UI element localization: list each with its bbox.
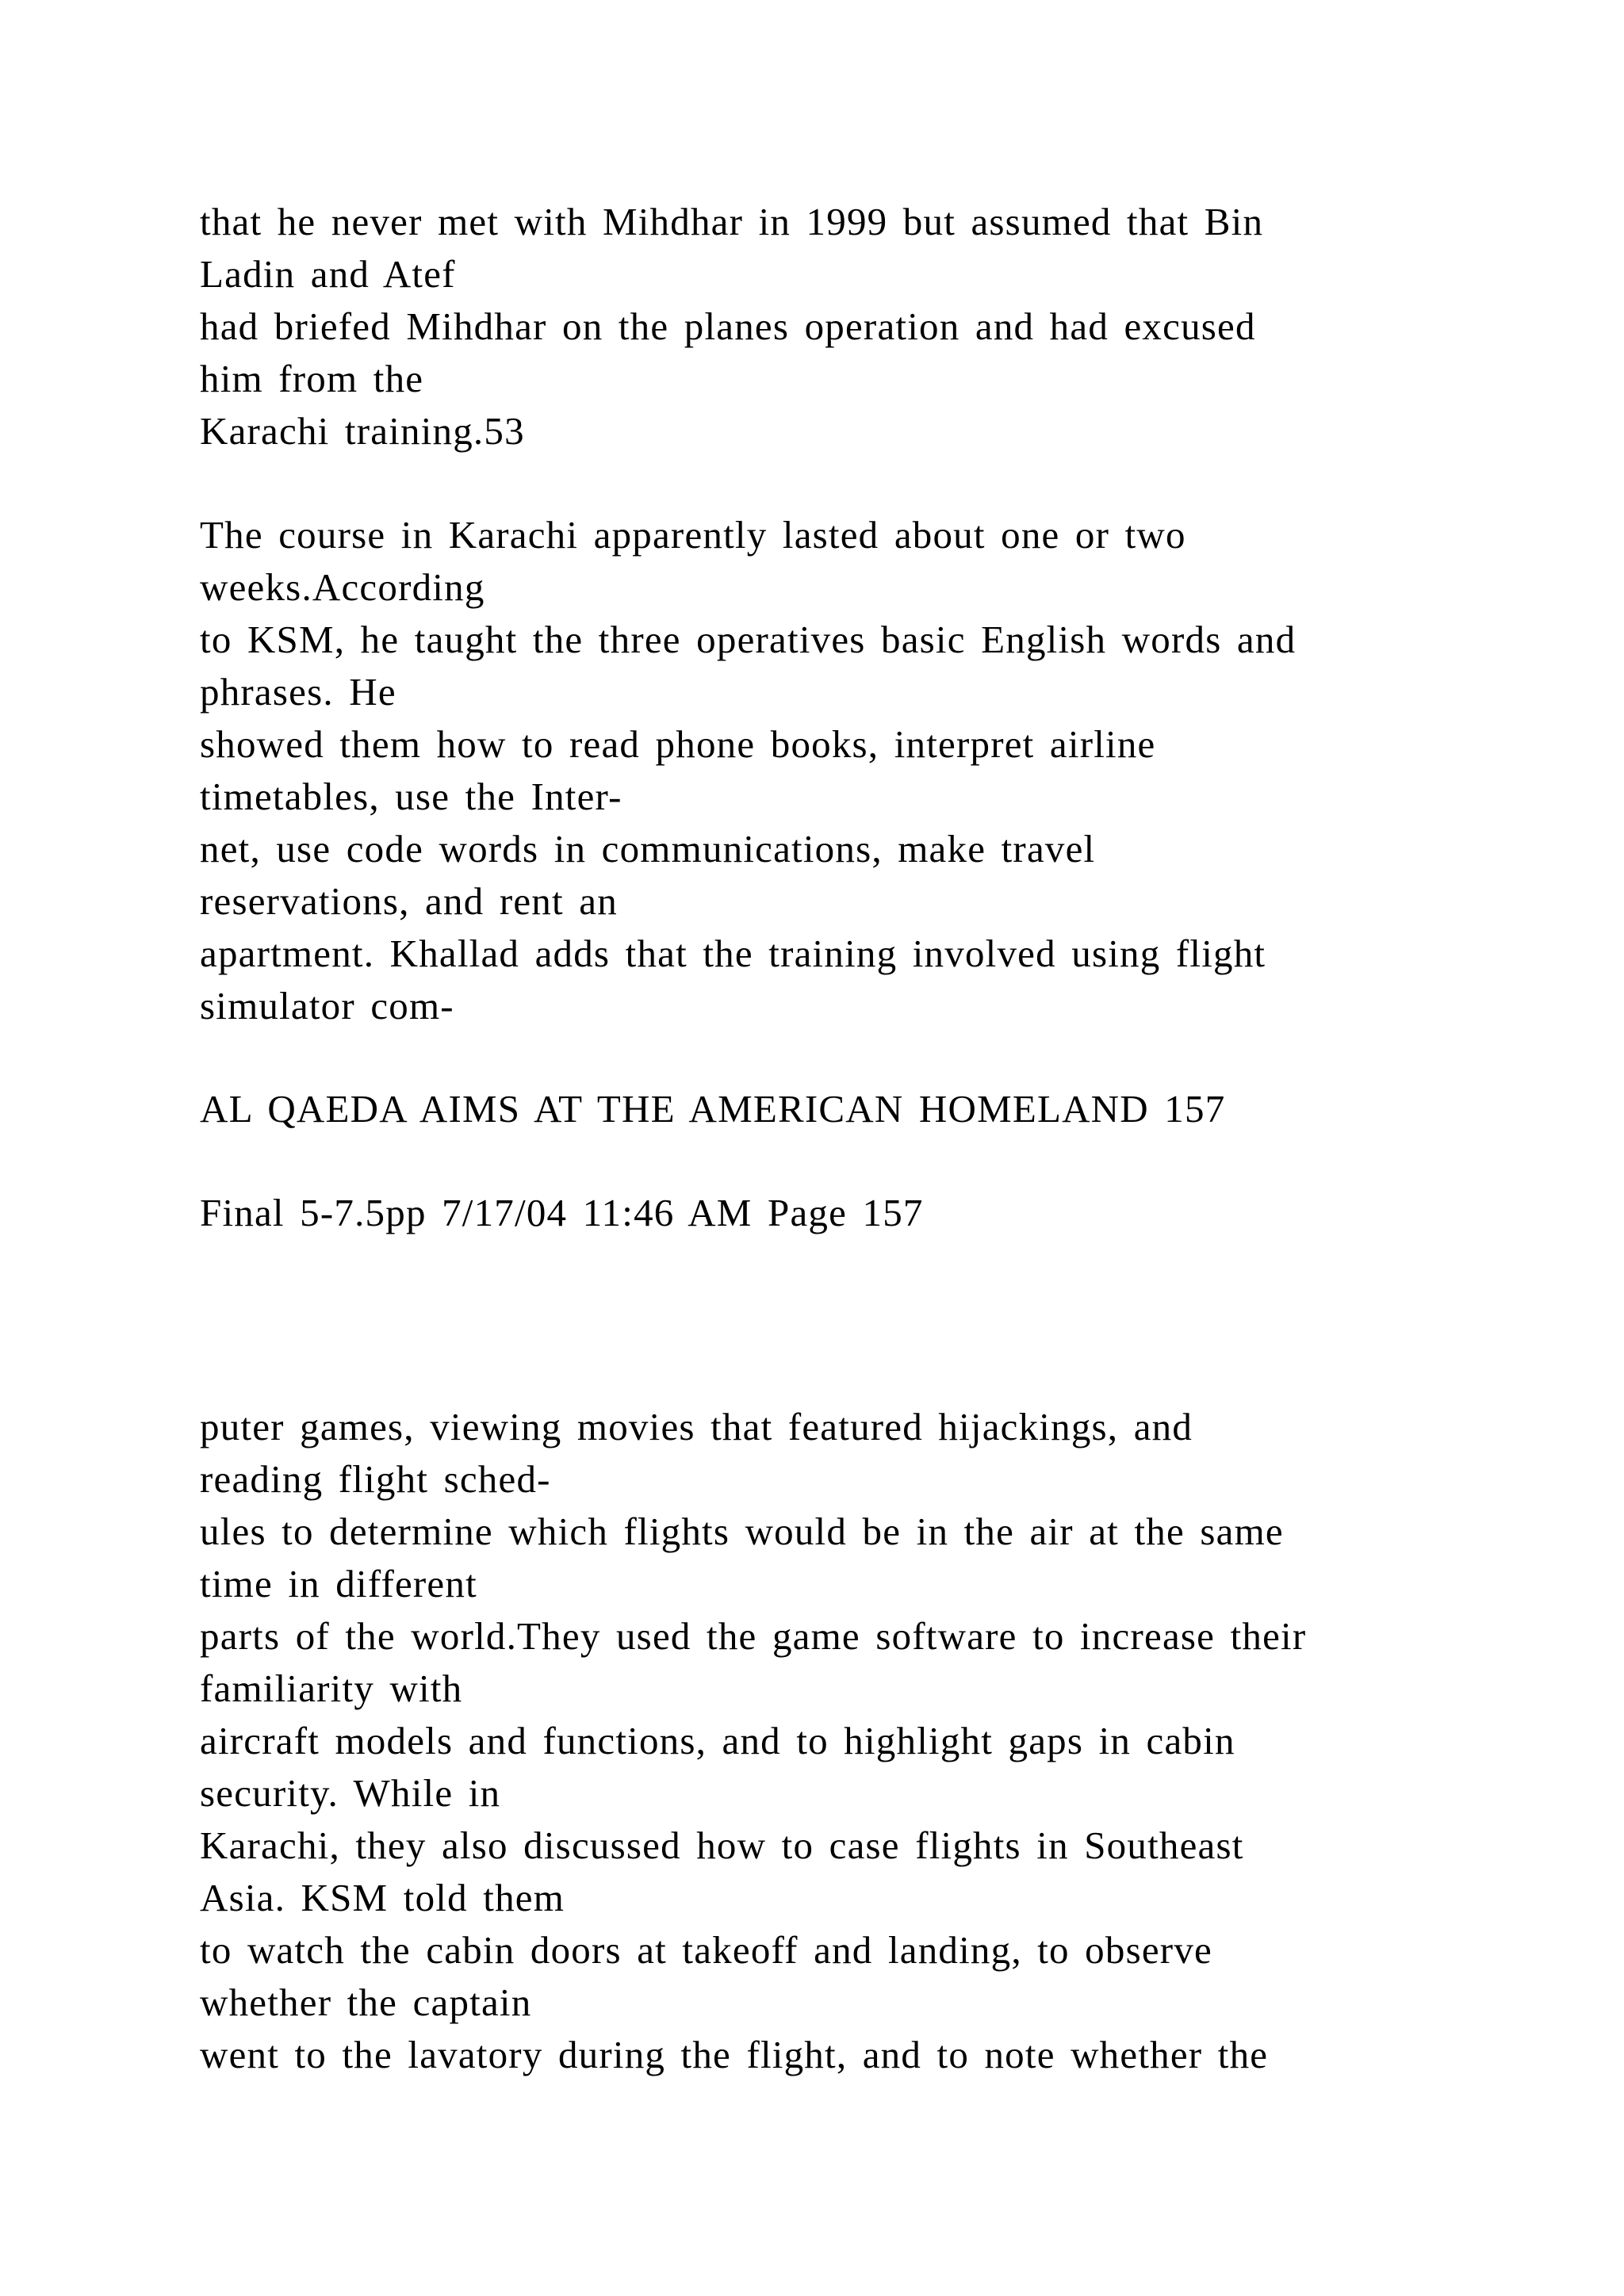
text-line: puter games, viewing movies that featured hijackings, and	[200, 1405, 1193, 1448]
text-line: Karachi training.53	[200, 409, 525, 453]
paragraph-2	[200, 509, 1548, 1032]
text-line: The course in Karachi apparently lasted about one or two	[200, 513, 1186, 557]
text-line: had briefed Mihdhar on the planes operation and had excused	[200, 304, 1256, 348]
text-line: reservations, and rent an	[200, 879, 618, 923]
text-line: timetables, use the Inter-	[200, 775, 622, 818]
text-line: aircraft models and functions, and to highlight gaps in cabin	[200, 1719, 1235, 1762]
text-line: ules to determine which flights would be in the air at the same	[200, 1510, 1284, 1553]
text-line: to KSM, he taught the three operatives basic English words and	[200, 618, 1297, 661]
text-line: whether the captain	[200, 1980, 532, 2024]
text-line: Asia. KSM told them	[200, 1876, 565, 1919]
text-line: reading flight sched-	[200, 1457, 551, 1501]
text-line: went to the lavatory during the flight, and to note whether the	[200, 2033, 1269, 2076]
text-line: that he never met with Mihdhar in 1999 but assumed that Bin	[200, 200, 1264, 243]
print-footer-text: Final 5-7.5pp 7/17/04 11:46 AM Page 157	[200, 1191, 924, 1234]
text-line: security. While in	[200, 1771, 501, 1815]
paragraph-1	[200, 196, 1548, 457]
text-line: Karachi, they also discussed how to case flights in Southeast	[200, 1823, 1244, 1867]
text-line: simulator com-	[200, 984, 454, 1027]
text-line: net, use code words in communications, make travel	[200, 827, 1096, 871]
text-line: phrases. He	[200, 670, 396, 714]
paragraph-3	[200, 1401, 1548, 2081]
text-line: familiarity with	[200, 1667, 463, 1710]
text-line: time in different	[200, 1562, 477, 1605]
text-line: showed them how to read phone books, interpret airline	[200, 722, 1156, 766]
text-line: weeks.According	[200, 565, 485, 609]
text-line: parts of the world.They used the game software to increase their	[200, 1614, 1307, 1658]
print-footer	[200, 1187, 1548, 1239]
text-line: Ladin and Atef	[200, 252, 456, 296]
running-header-text: AL QAEDA AIMS AT THE AMERICAN HOMELAND 157	[200, 1087, 1226, 1131]
running-header	[200, 1083, 1548, 1135]
text-line: him from the	[200, 357, 424, 400]
text-line: apartment. Khallad adds that the training involved using flight	[200, 932, 1266, 975]
text-line: to watch the cabin doors at takeoff and landing, to observe	[200, 1928, 1212, 1972]
